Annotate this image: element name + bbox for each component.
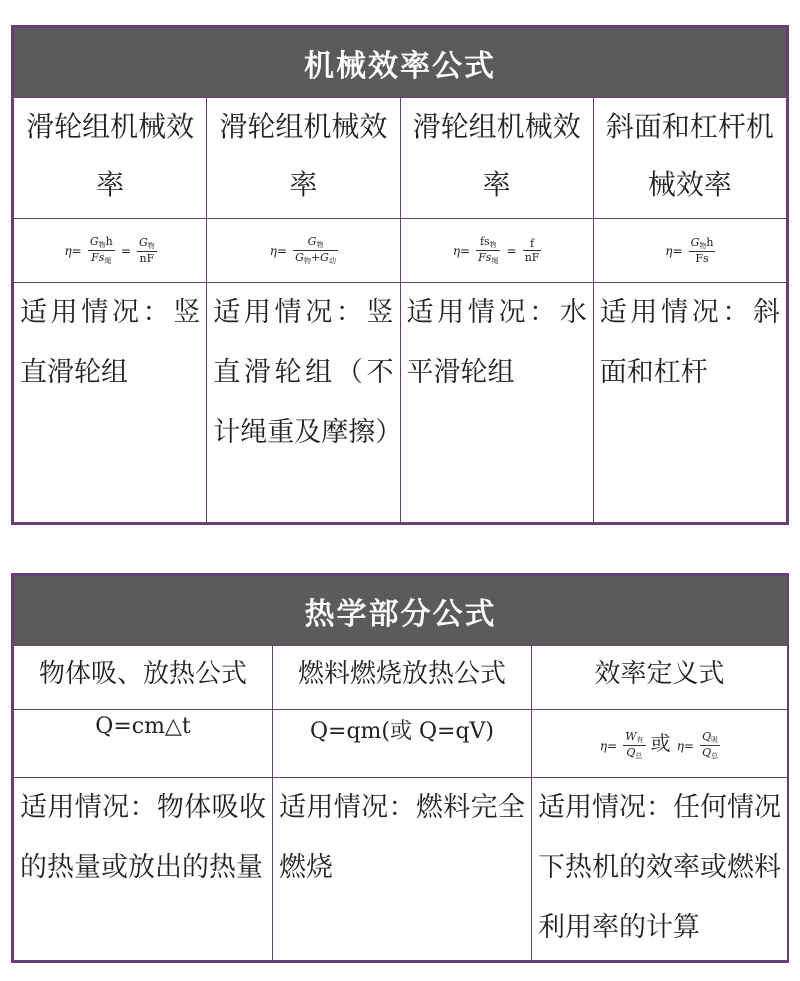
heat-formula-1: Q=cm△t [14,710,273,778]
mech-formula-4: η= $\frac{G_物h}{Fs}$ [593,219,786,283]
mech-header-1: 滑轮组机械效率 [14,98,207,219]
heat-formula-2: Q=qm(或 Q=qV) [273,710,532,778]
mech-note-1: 适用情况：竖直滑轮组 [14,283,207,523]
mech-note-4: 适用情况：斜面和杠杆 [593,283,786,523]
heat-header-2: 燃料燃烧放热公式 [273,646,532,710]
thermal-table-title: 热学部分公式 [14,576,788,646]
mech-note-3: 适用情况：水平滑轮组 [400,283,593,523]
mechanical-table-title: 机械效率公式 [14,28,787,98]
heat-formula-3: η= $\frac{W_有}{Q_总}$ 或 η= $\frac{Q_吸}{Q_总}$ [532,710,788,778]
mech-header-4: 斜面和杠杆机械效率 [593,98,786,219]
mech-header-2: 滑轮组机械效率 [207,98,400,219]
heat-header-1: 物体吸、放热公式 [14,646,273,710]
heat-header-3: 效率定义式 [532,646,788,710]
mech-formula-3: η= $\frac{fs_物}{Fs_绳}$ = $\frac{f}{nF}$ [400,219,593,283]
thermal-formulas-table [11,573,789,963]
mech-formula-1: η= $\frac{G_物h}{Fs_绳}$ = $\frac{G_物}{nF}$ [14,219,207,283]
heat-note-3: 适用情况：任何情况下热机的效率或燃料利用率的计算 [532,778,788,961]
mech-formula-2: η= $\frac{G_物}{G_物+G_动}$ [207,219,400,283]
heat-note-1: 适用情况：物体吸收的热量或放出的热量 [14,778,273,961]
mechanical-efficiency-table [11,25,789,525]
heat-note-2: 适用情况：燃料完全燃烧 [273,778,532,961]
mech-note-2: 适用情况：竖直滑轮组（不计绳重及摩擦） [207,283,400,523]
mech-header-3: 滑轮组机械效率 [400,98,593,219]
